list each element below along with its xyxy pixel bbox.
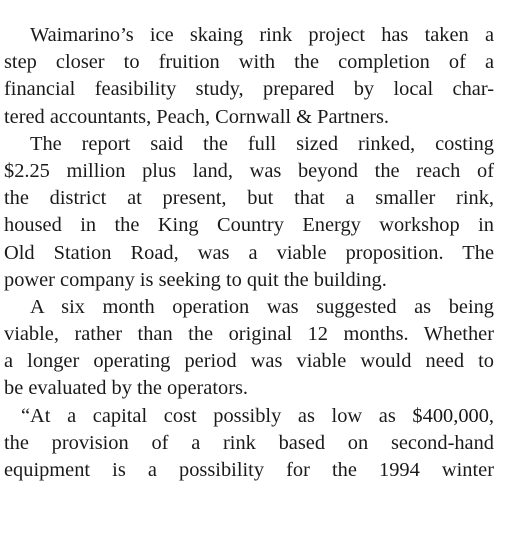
paragraph-1	[4, 22, 494, 131]
text-line: the district at present, but that a smaller rink,	[4, 187, 494, 210]
text-line: financial feasibility study, prepared by local char-	[4, 78, 494, 101]
text-line: a longer operating period was viable would need to	[4, 350, 494, 373]
text-line: $2.25 million plus land, was beyond the reach of	[4, 159, 494, 182]
text-line: “At a capital cost possibly as low as $400,000,	[21, 404, 494, 427]
text-line: viable, rather than the original 12 months. Whether	[4, 323, 494, 346]
paragraph-4	[4, 403, 494, 485]
text-line: housed in the King Country Energy workshop in	[4, 214, 494, 237]
text-line: power company is seeking to quit the building.	[4, 268, 387, 291]
text-line: tered accountants, Peach, Cornwall & Partners.	[4, 105, 390, 128]
text-line: Old Station Road, was a viable proposition. The	[4, 241, 494, 264]
paragraph-2	[4, 131, 494, 294]
text-line: Waimarino’s ice skaing rink project has taken a	[30, 24, 494, 46]
text-line: equipment is a possibility for the 1994 winter	[4, 459, 494, 481]
text-line: the provision of a rink based on second-hand	[4, 431, 494, 454]
paragraph-3	[4, 294, 494, 403]
text-line: be evaluated by the operators.	[4, 377, 249, 400]
text-line: A six month operation was suggested as being	[30, 295, 494, 318]
text-line: The report said the full sized rinked, costing	[30, 132, 494, 155]
article-column	[4, 22, 494, 484]
text-line: step closer to fruition with the completion of a	[4, 51, 494, 74]
